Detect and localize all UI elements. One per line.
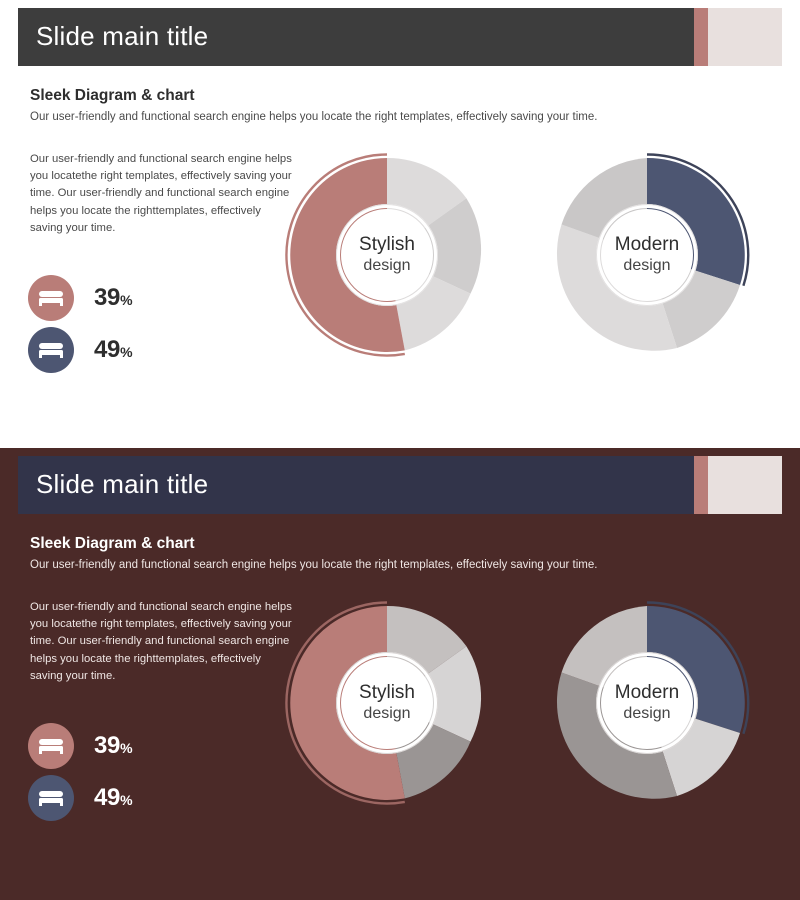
legend-value (94, 284, 132, 312)
donut-label-primary: Stylish (359, 682, 415, 703)
legend-value (94, 732, 132, 760)
section-subtitle: Our user-friendly and functional search engine helps you locate the right templates, effectively saving your time. (30, 111, 598, 123)
donut-label-secondary: design (623, 257, 671, 274)
legend-unit: % (120, 792, 133, 808)
donut-label-secondary: design (623, 705, 671, 722)
slide-dark (0, 448, 800, 900)
legend-value (94, 784, 132, 812)
donut-chart-stylish (276, 592, 498, 814)
donut-label-secondary: design (363, 257, 411, 274)
legend-number: 49 (94, 784, 121, 811)
slide-body (0, 66, 800, 440)
list-item (28, 772, 132, 824)
legend-list (28, 720, 132, 824)
header-accent-stripe (694, 8, 708, 66)
legend-unit: % (120, 292, 133, 308)
slide-light (0, 0, 800, 440)
donut-chart-modern (536, 144, 758, 366)
slide-header (0, 456, 800, 514)
slide-body (0, 514, 800, 900)
legend-value (94, 336, 132, 364)
header-corner-block (708, 8, 782, 66)
donut-label-primary: Modern (614, 682, 680, 703)
section-title: Sleek Diagram & chart (30, 535, 195, 552)
bed-icon (28, 327, 74, 373)
donut-chart-stylish (276, 144, 498, 366)
page-title: Slide main title (36, 469, 209, 499)
bed-icon (28, 275, 74, 321)
page-title: Slide main title (36, 21, 209, 51)
donut-label-primary: Modern (614, 234, 680, 255)
slide-header (0, 8, 800, 66)
list-item (28, 324, 132, 376)
legend-number: 39 (94, 732, 121, 759)
legend-number: 39 (94, 284, 121, 311)
legend-unit: % (120, 740, 133, 756)
section-subtitle: Our user-friendly and functional search engine helps you locate the right templates, effectively saving your time. (30, 559, 598, 571)
bed-icon (28, 775, 74, 821)
donut-label-secondary: design (363, 705, 411, 722)
body-paragraph: Our user-friendly and functional search engine helps you locatethe right templates, effectively saving your time. Our user-friendly and functional search engine helps you locate the righttemplates, effectively saving your time. (30, 153, 292, 234)
body-paragraph: Our user-friendly and functional search engine helps you locatethe right templates, effectively saving your time. Our user-friendly and functional search engine helps you locate the righttemplates, effectively saving your time. (30, 601, 292, 682)
bed-icon (28, 723, 74, 769)
donut-label-primary: Stylish (359, 234, 415, 255)
list-item (28, 720, 132, 772)
header-accent-stripe (694, 456, 708, 514)
header-corner-block (708, 456, 782, 514)
legend-unit: % (120, 344, 133, 360)
list-item (28, 272, 132, 324)
donut-chart-modern (536, 592, 758, 814)
legend-number: 49 (94, 336, 121, 363)
section-title: Sleek Diagram & chart (30, 87, 195, 104)
legend-list (28, 272, 132, 376)
